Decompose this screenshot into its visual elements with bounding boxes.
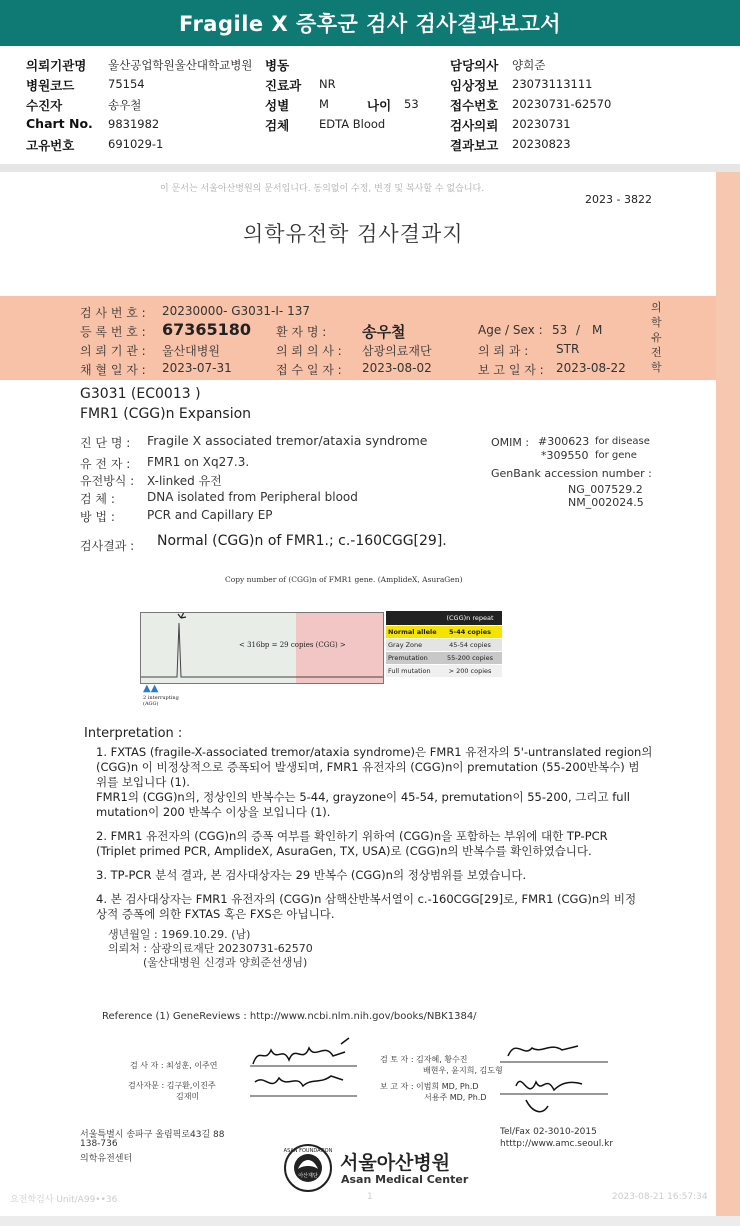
interpretation-line: (CGG)n 이 비정상적으로 증폭되어 발생되며, FMR1 유전자의 (CGG)n이 premutation (55-200반복수) 범 (96, 760, 640, 774)
patient-info-panel (0, 46, 740, 165)
field-label-method: 방 법 : (80, 510, 115, 524)
label-department: 진료과 (265, 78, 302, 93)
copy-notice: 이 문서는 서울아산병원의 문서입니다. 동의없이 수정, 변경 및 복사할 수 없습니다. (160, 184, 485, 194)
field-inheritance: X-linked 유전 (147, 474, 222, 488)
address-line-1: 서울특별시 송파구 올림픽로43길 88 (80, 1130, 225, 1140)
band-doctor: 삼광의료재단 (362, 344, 432, 358)
field-diagnosis: Fragile X associated tremor/ataxia syndrome (147, 433, 428, 448)
capillary-ep-plot (140, 612, 384, 684)
band-test-no-label: 검 사 번 호 : (80, 306, 146, 320)
interpretation-line: mutation이 200 반복수 이상을 보입니다 (1). (96, 805, 331, 819)
band-test-no: 20230000- G3031-I- 137 (162, 304, 310, 318)
value-unique-no: 691029-1 (108, 137, 164, 151)
label-ward: 병동 (265, 58, 290, 73)
zone-name: Normal allele (388, 628, 437, 636)
band-sex: M (592, 323, 603, 337)
label-chart-no: Chart No. (26, 116, 93, 131)
birth-date: 생년월일 : 1969.10.29. (남) (108, 928, 251, 941)
band-receive: 2023-08-02 (362, 361, 432, 375)
value-department: NR (319, 77, 336, 91)
value-receipt-no: 20230731-62570 (512, 97, 612, 111)
interpretation-line: 상적 증폭에 의한 FXTAS 혹은 FXS은 아닙니다. (96, 907, 335, 921)
label-specimen: 검체 (265, 118, 290, 133)
zone-range: 55-200 copies (447, 654, 493, 662)
repeat-zone-table (386, 611, 502, 678)
field-method: PCR and Capillary EP (147, 508, 273, 522)
report-side-strip (716, 172, 740, 1216)
test-code: G3031 (EC0013 ) (80, 386, 201, 402)
interpretation-line: 3. TP-PCR 분석 결과, 본 검사대상자는 29 반복수 (CGG)n의 정상범위를 보였습니다. (96, 868, 527, 882)
value-doctor: 양희준 (512, 58, 546, 72)
interruption-arrows-icon: ▲▲ (143, 683, 159, 694)
interpretation-title: Interpretation : (84, 726, 183, 741)
field-gene: FMR1 on Xq27.3. (147, 455, 250, 469)
report-heading: 의학유전학 검사결과지 (243, 222, 464, 246)
repeat-row-premutation (386, 652, 502, 665)
band-report: 2023-08-22 (556, 361, 626, 375)
value-test-request: 20230731 (512, 117, 571, 131)
report-title: Fragile X 증후군 검사 검사결과보고서 (178, 12, 562, 36)
website: htttp://www.amc.seoul.kr (500, 1139, 614, 1149)
repeat-row-gray (386, 639, 502, 652)
bottom-margin (0, 1216, 740, 1226)
band-age-sex-label: Age / Sex : (478, 323, 543, 337)
band-patient: 송우철 (362, 323, 406, 341)
band-dept-label: 의 뢰 과 : (478, 344, 529, 358)
result-value: Normal (CGG)n of FMR1.; c.-160CGG[29]. (157, 533, 447, 549)
value-sex: M (319, 97, 329, 111)
footer-left: 요전학검사 Unit/A99••36 (10, 1195, 118, 1205)
referrer: 의뢰처 : 삼광의료재단 20230731-62570 (108, 942, 313, 955)
label-age: 나이 (367, 98, 392, 113)
value-hospital-code: 75154 (108, 77, 145, 91)
reporter-2: 서용주 MD, Ph.D (424, 1093, 487, 1102)
result-label: 검사결과 : (80, 539, 135, 553)
zone-range: > 200 copies (448, 667, 492, 675)
label-clinical-info: 임상정보 (450, 78, 499, 93)
interpretation-line: 4. 본 검사대상자는 FMR1 유전자의 (CGG)n 삼핵산반복서열이 c.-160CGG[29]로, FMR1 (CGG)n의 비정 (96, 892, 637, 906)
address-line-2: 138-736 (80, 1139, 118, 1149)
band-org: 울산대병원 (162, 344, 220, 358)
repeat-table-header-label: (CGG)n repeat (446, 614, 494, 622)
interpretation-body (96, 745, 696, 922)
value-patient: 송우철 (108, 98, 142, 112)
tel-fax: Tel/Fax 02-3010-2015 (500, 1127, 597, 1137)
field-specimen: DNA isolated from Peripheral blood (147, 490, 358, 504)
band-slash: / (576, 323, 581, 337)
band-patient-label: 환 자 명 : (276, 325, 327, 339)
reviewer: 검 토 자 : 김자혜, 황수진 (380, 1055, 468, 1064)
field-label-inheritance: 유전방식 : (80, 474, 135, 488)
value-requesting-org: 울산공업학원울산대학교병원 (108, 58, 253, 72)
band-dept: STR (556, 342, 580, 356)
signature-tester-image (245, 1034, 365, 1104)
field-label-diagnosis: 진 단 명 : (80, 436, 131, 450)
peak-label: < 316bp = 29 copies (CGG) > (239, 641, 346, 649)
referrer-detail: (울산대병원 신경과 양희준선생님) (143, 956, 308, 969)
figure-caption: Copy number of (CGG)n of FMR1 gene. (AmplideX, AsuraGen) (225, 575, 463, 584)
value-age: 53 (404, 97, 419, 111)
omim-disease-note: for disease (595, 436, 650, 447)
genbank-2: NM_002024.5 (568, 496, 644, 509)
label-unique-no: 고유번호 (26, 138, 75, 153)
field-label-specimen: 검 체 : (80, 492, 115, 506)
advisor: 검사자문 : 김구환,이진주 (128, 1081, 216, 1090)
label-doctor: 담당의사 (450, 58, 499, 73)
label-sex: 성별 (265, 98, 290, 113)
repeat-table-header (386, 611, 502, 626)
side-title: 의학유전학 (651, 301, 662, 374)
reviewer-2: 배현우, 윤지희, 김도형 (423, 1066, 503, 1075)
field-label-gene: 유 전 자 : (80, 457, 131, 471)
genbank-1: NG_007529.2 (568, 483, 643, 496)
seal-inner-text: 아산재단 (298, 1173, 318, 1179)
interpretation-line: (Triplet primed PCR, AmplideX, AsuraGen, TX, USA)로 (CGG)n의 반복수를 확인하였습니다. (96, 844, 592, 858)
label-patient: 수진자 (26, 98, 63, 113)
reference: Reference (1) GeneReviews : http://www.ncbi.nlm.nih.gov/books/NBK1384/ (102, 1011, 477, 1022)
footer-page: 1 (367, 1192, 373, 1202)
advisor-2: 김재미 (176, 1092, 200, 1101)
value-specimen: EDTA Blood (319, 117, 386, 131)
omim-gene: *309550 (541, 449, 589, 462)
interpretation-line: FMR1의 (CGG)n의, 정상인의 반복수는 5-44, grayzone이 45-54, premutation이 55-200, 그리고 full (96, 790, 630, 804)
interpretation-line: 2. FMR1 유전자의 (CGG)n의 증폭 여부를 확인하기 위하여 (CGG)n을 포함하는 부위에 대한 TP-PCR (96, 829, 608, 843)
band-age: 53 (552, 323, 568, 337)
value-clinical-info: 23073113111 (512, 77, 593, 91)
zone-name: Premutation (388, 654, 428, 662)
separator (0, 164, 740, 172)
label-hospital-code: 병원코드 (26, 78, 75, 93)
test-name: FMR1 (CGG)n Expansion (80, 406, 252, 422)
band-report-label: 보 고 일 자 : (478, 363, 544, 377)
omim-disease: #300623 (538, 435, 590, 448)
omim-gene-note: for gene (595, 450, 637, 461)
repeat-row-full (386, 665, 502, 678)
label-requesting-org: 의뢰기관명 (26, 58, 87, 73)
arrow-note: 2 interrupting (AGG) (143, 695, 179, 707)
band-collect: 2023-07-31 (162, 361, 232, 375)
tester: 검 사 자 : 최성훈, 이주연 (130, 1061, 218, 1070)
genbank-label: GenBank accession number : (491, 467, 652, 480)
value-chart-no: 9831982 (108, 117, 160, 131)
band-collect-label: 채 혈 일 자 : (80, 363, 146, 377)
value-result-report: 20230823 (512, 137, 571, 151)
label-test-request: 검사의뢰 (450, 118, 499, 133)
repeat-row-normal (386, 626, 502, 639)
interpretation-line (96, 883, 696, 892)
band-reg-no-label: 등 록 번 호 : (80, 325, 146, 339)
zone-name: Gray Zone (388, 641, 423, 649)
omim-label: OMIM : (491, 436, 530, 449)
zone-name: Full mutation (388, 667, 431, 675)
interpretation-line: 위를 보입니다 (1). (96, 775, 190, 789)
band-reg-no: 67365180 (162, 320, 252, 339)
report-title-bar (0, 0, 740, 46)
signature-reviewer-image (498, 1034, 610, 1124)
band-receive-label: 접 수 일 자 : (276, 363, 342, 377)
interpretation-line (96, 859, 696, 868)
reporter: 보 고 자 : 이범희 MD, Ph.D (380, 1082, 479, 1091)
footer-timestamp: 2023-08-21 16:57:34 (612, 1192, 708, 1202)
hospital-logo-korean: 서울아산병원 (340, 1152, 451, 1174)
hospital-logo-english: Asan Medical Center (341, 1173, 469, 1186)
band-org-label: 의 뢰 기 관 : (80, 344, 146, 358)
band-doctor-label: 의 뢰 의 사 : (276, 344, 342, 358)
address-line-3: 의학유전센터 (80, 1154, 133, 1164)
interpretation-line (96, 820, 696, 829)
interpretation-line: 1. FXTAS (fragile-X-associated tremor/ataxia syndrome)은 FMR1 유전자의 5'-untranslated region의 (96, 745, 653, 759)
zone-range: 5-44 copies (448, 628, 491, 636)
seal-text: ASAN FOUNDATION (283, 1148, 333, 1154)
asan-foundation-seal-icon (283, 1143, 333, 1193)
zone-range: 45-54 copies (449, 641, 491, 649)
label-receipt-no: 접수번호 (450, 98, 499, 113)
document-number: 2023 - 3822 (585, 193, 652, 206)
label-result-report: 결과보고 (450, 138, 499, 153)
